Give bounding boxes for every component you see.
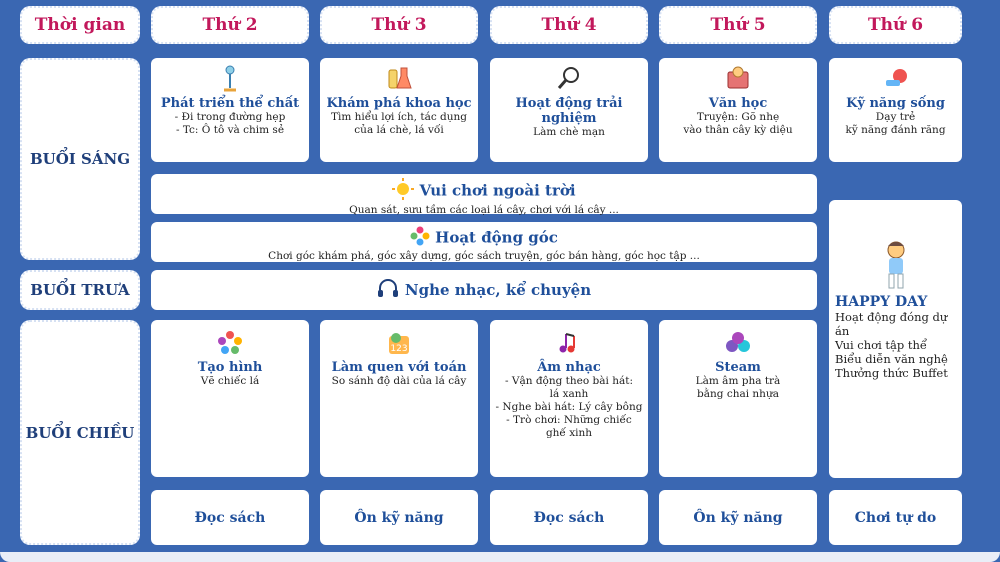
gymnastics-icon xyxy=(151,64,309,96)
morning-card-tuesday xyxy=(320,58,478,162)
activity-line: ghế xinh xyxy=(545,427,593,439)
morning-card-thursday xyxy=(659,58,817,162)
svg-text:123: 123 xyxy=(390,344,408,354)
header-day-label: Thứ 3 xyxy=(371,15,427,35)
activity-line: kỹ năng đánh răng xyxy=(845,124,946,136)
noon-activity-row xyxy=(151,270,817,310)
activity-line: Dạy trẻ xyxy=(875,111,916,123)
bottom-activity: Đọc sách xyxy=(194,509,266,526)
child-icon xyxy=(835,240,956,294)
activity-line: - Trò chơi: Những chiếc xyxy=(506,414,632,426)
art-icon xyxy=(151,330,309,360)
header-wednesday xyxy=(490,6,648,44)
morning-card-monday xyxy=(151,58,309,162)
activity-title: Kỹ năng sống xyxy=(846,96,945,111)
activity-title: Steam xyxy=(715,360,761,375)
header-time xyxy=(20,6,140,44)
corner-title: Hoạt động góc xyxy=(435,228,558,247)
row-label-text: BUỔI CHIỀU xyxy=(25,423,135,442)
morning-card-wednesday xyxy=(490,58,648,162)
header-friday xyxy=(829,6,962,44)
steam-icon xyxy=(659,330,817,360)
bottom-activity: Ôn kỹ năng xyxy=(693,509,783,526)
bottom-card-tuesday xyxy=(320,490,478,545)
bottom-activity: Ôn kỹ năng xyxy=(354,509,444,526)
activity-line: Làm âm pha trà xyxy=(695,375,781,387)
activity-line: - Vận động theo bài hát: xyxy=(504,375,633,387)
row-label-text: BUỔI SÁNG xyxy=(29,150,131,168)
row-label-text: BUỔI TRƯA xyxy=(30,281,130,299)
afternoon-card-tuesday xyxy=(320,320,478,477)
header-day-label: Thứ 6 xyxy=(867,15,924,35)
activity-line: vào thân cây kỳ diệu xyxy=(683,124,793,136)
activity-title: Khám phá khoa học xyxy=(326,96,472,111)
corner-activity-row xyxy=(151,222,817,262)
activity-title: Tạo hình xyxy=(197,360,263,375)
header-day-label: Thứ 4 xyxy=(541,15,597,35)
activity-line: So sánh độ dài của lá cây xyxy=(331,375,467,387)
header-time-label: Thời gian xyxy=(34,15,126,35)
bottom-card-friday xyxy=(829,490,962,545)
happy-day-line: Biểu diễn văn nghệ xyxy=(835,352,948,366)
outdoor-title: Vui chơi ngoài trời xyxy=(419,181,576,200)
music-icon xyxy=(490,330,648,360)
bottom-activity: Đọc sách xyxy=(533,509,605,526)
header-day-label: Thứ 2 xyxy=(202,15,258,35)
activity-title: Âm nhạc xyxy=(537,360,601,375)
noon-title: Nghe nhạc, kể chuyện xyxy=(404,281,592,299)
row-label-afternoon xyxy=(20,320,140,545)
outdoor-desc: Quan sát, sưu tầm các loại lá cây, chơi với lá cây ... xyxy=(349,204,619,216)
activity-title: Phát triển thể chất xyxy=(160,96,300,111)
activity-line: - Nghe bài hát: Lý cây bông xyxy=(495,401,643,413)
happy-day-title: HAPPY DAY xyxy=(835,294,928,310)
corner-desc: Chơi góc khám phá, góc xây dựng, góc sách truyện, góc bán hàng, góc học tập ... xyxy=(268,250,700,262)
headphones-icon xyxy=(377,278,399,302)
happy-day-card xyxy=(829,200,962,478)
activity-title: Làm quen với toán xyxy=(331,360,467,375)
bottom-activity: Chơi tự do xyxy=(854,509,937,526)
book-icon xyxy=(659,64,817,96)
morning-card-friday xyxy=(829,58,962,162)
bottom-card-wednesday xyxy=(490,490,648,545)
activity-line: của lá chè, lá vối xyxy=(354,124,444,136)
board-bottom-edge xyxy=(0,552,1000,562)
life-skills-icon xyxy=(829,64,962,96)
afternoon-card-wednesday xyxy=(490,320,648,477)
header-monday xyxy=(151,6,309,44)
happy-day-line: Thưởng thức Buffet xyxy=(835,366,948,380)
activity-title: Văn học xyxy=(708,96,768,111)
afternoon-card-monday xyxy=(151,320,309,477)
math-icon xyxy=(320,330,478,360)
row-label-noon xyxy=(20,270,140,310)
header-day-label: Thứ 5 xyxy=(710,15,766,35)
bottom-card-thursday xyxy=(659,490,817,545)
happy-day-line: Hoạt động đóng dự án xyxy=(835,310,948,338)
activity-line: bằng chai nhựa xyxy=(697,388,779,400)
header-tuesday xyxy=(320,6,478,44)
activity-line: Truyện: Gõ nhẹ xyxy=(696,111,780,123)
afternoon-card-thursday xyxy=(659,320,817,477)
bottom-card-monday xyxy=(151,490,309,545)
science-icon xyxy=(320,64,478,96)
activity-line: lá xanh xyxy=(549,388,589,400)
outdoor-play-row xyxy=(151,174,817,214)
activity-line: - Tc: Ô tô và chim sẻ xyxy=(175,124,285,136)
header-thursday xyxy=(659,6,817,44)
flower-icon xyxy=(410,226,430,250)
sun-icon xyxy=(392,178,414,204)
activity-line: Làm chè mạn xyxy=(533,126,605,138)
activity-title: Hoạt động trải nghiệm xyxy=(515,96,623,126)
activity-line: Tìm hiểu lợi ích, tác dụng xyxy=(330,111,468,123)
happy-day-line: Vui chơi tập thể xyxy=(835,338,928,352)
magnifier-icon xyxy=(490,64,648,96)
activity-line: - Đi trong đường hẹp xyxy=(174,111,286,123)
row-label-morning xyxy=(20,58,140,260)
activity-line: Vẽ chiếc lá xyxy=(200,375,260,387)
